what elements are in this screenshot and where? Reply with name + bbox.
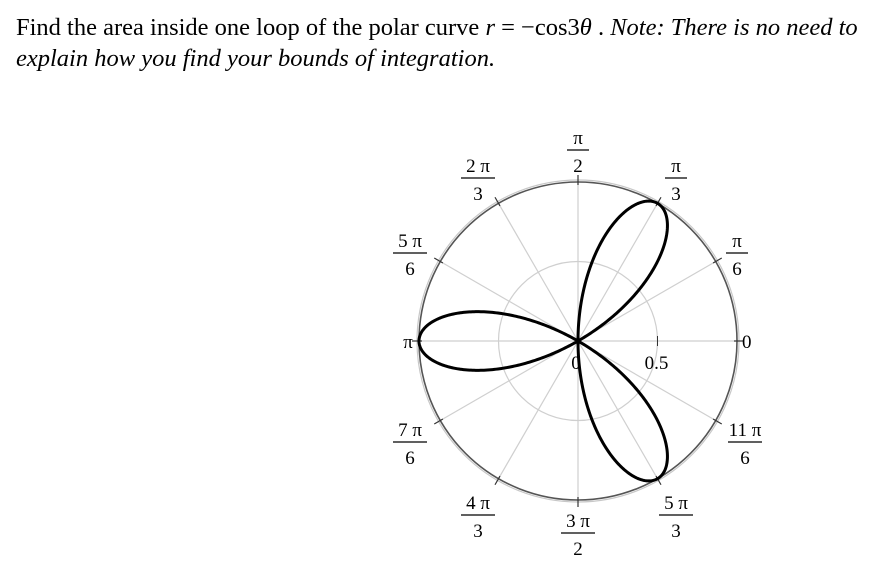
angle-label-denominator: 6 xyxy=(405,259,415,280)
grid-ray xyxy=(499,203,579,341)
angle-label-numerator: π xyxy=(732,231,742,252)
angle-label-numerator: 4 π xyxy=(466,493,490,514)
angle-label-denominator: 3 xyxy=(671,521,681,542)
radial-tick-label: 0.5 xyxy=(644,353,669,374)
math-theta: θ xyxy=(579,14,592,41)
period: . xyxy=(591,14,611,41)
problem-note: Note: There is no need to explain how you find your bounds of integration. xyxy=(16,14,858,72)
angle-label-numerator: 3 π xyxy=(566,511,590,532)
radial-tick-label: 0 xyxy=(571,353,581,374)
angle-label-numerator: 5 π xyxy=(398,231,422,252)
angle-label-denominator: 3 xyxy=(671,184,681,205)
angle-label-denominator: 2 xyxy=(573,156,583,177)
angle-label-denominator: 3 xyxy=(473,521,483,542)
angle-label-numerator: π xyxy=(671,156,681,177)
angle-label-numerator: π xyxy=(573,128,583,149)
angle-label-denominator: 6 xyxy=(405,448,415,469)
angle-label-denominator: 2 xyxy=(573,539,583,560)
angle-label-denominator: 6 xyxy=(732,259,742,280)
angle-label: π xyxy=(403,332,413,353)
math-r: r xyxy=(485,14,495,41)
grid-ray xyxy=(499,341,579,479)
angle-label-numerator: 11 π xyxy=(728,420,762,441)
angle-label-numerator: 2 π xyxy=(466,156,490,177)
problem-prefix: Find the area inside one loop of the polar curve xyxy=(16,14,486,41)
math-eq: = −cos3 xyxy=(494,14,580,41)
angle-label: 0 xyxy=(742,332,752,353)
angle-label-numerator: 5 π xyxy=(664,493,688,514)
angle-label-denominator: 6 xyxy=(740,448,750,469)
angle-label-numerator: 7 π xyxy=(398,420,422,441)
angle-label-denominator: 3 xyxy=(473,184,483,205)
